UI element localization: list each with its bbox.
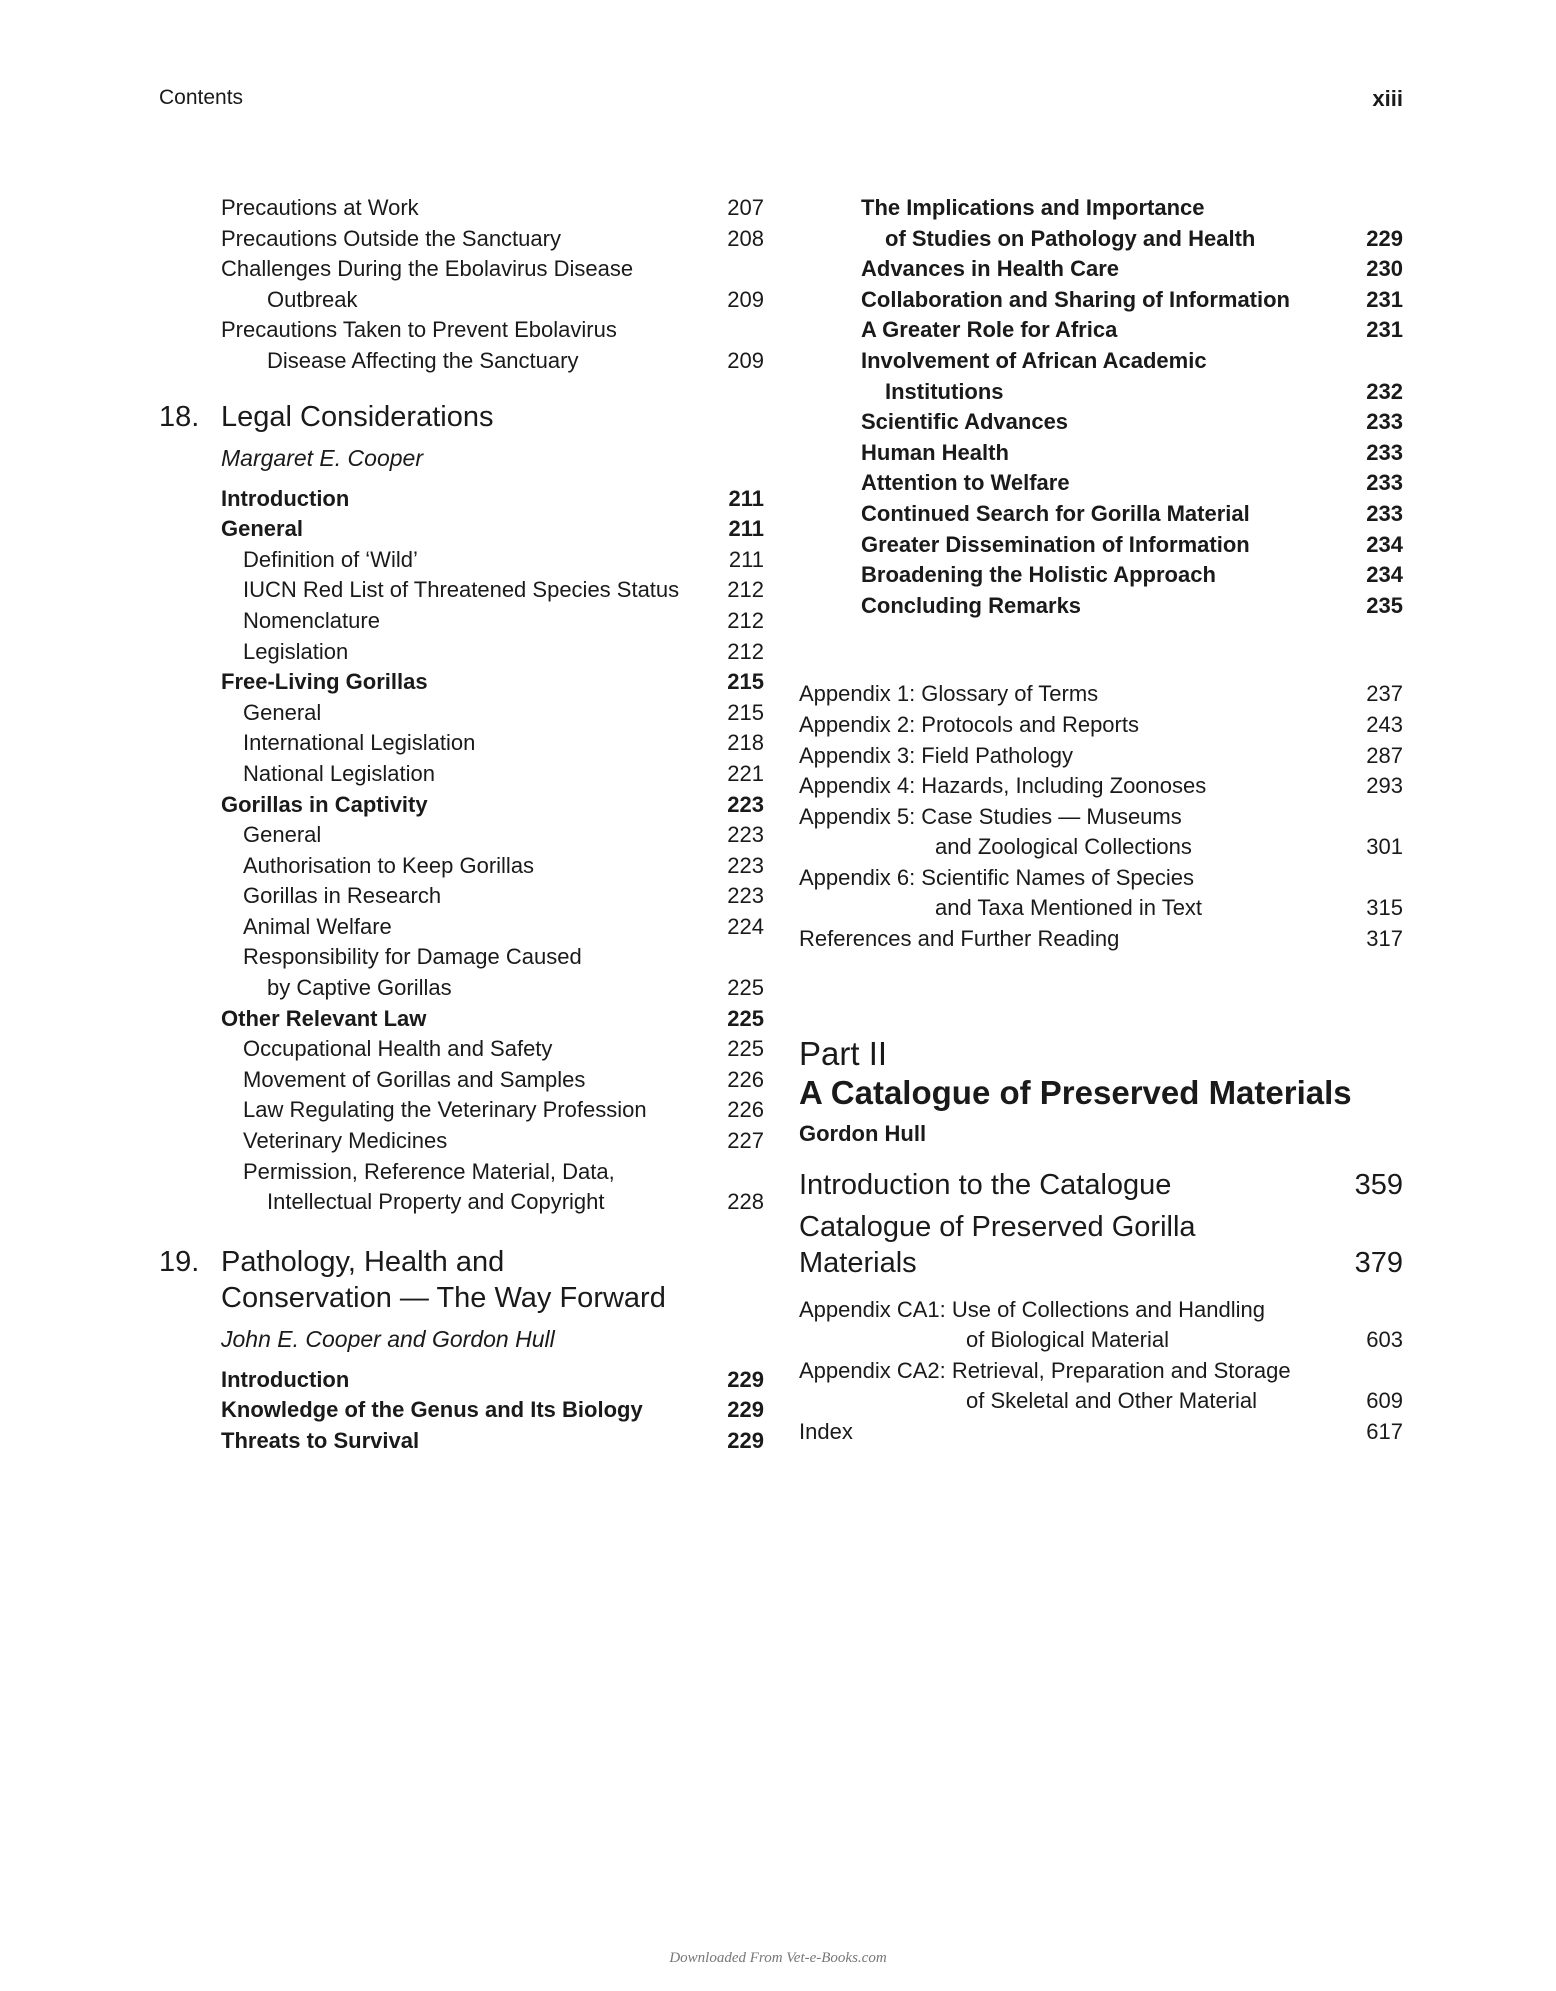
toc-entry <box>799 1356 1403 1387</box>
chapter-number: 18. <box>159 400 200 433</box>
chapter-number: 19. <box>159 1245 200 1278</box>
toc-entry <box>159 1395 764 1426</box>
toc-entry <box>799 254 1403 285</box>
entry-page: 212 <box>727 607 764 633</box>
entry-title: Precautions at Work <box>221 195 419 220</box>
entry-title: Advances in Health Care <box>861 256 1119 282</box>
entry-page: 225 <box>727 1036 764 1062</box>
entry-page: 234 <box>1366 531 1403 557</box>
entry-title: Law Regulating the Veterinary Profession <box>243 1097 647 1123</box>
toc-entry <box>799 193 1403 224</box>
catalogue-intro-entry <box>799 1167 1403 1203</box>
entry-title: Definition of ‘Wild’ <box>243 546 418 572</box>
entry-title: Nomenclature <box>243 607 380 633</box>
catalogue-entry <box>799 1209 1403 1281</box>
toc-entry <box>799 285 1403 316</box>
entry-page: 221 <box>727 760 764 786</box>
toc-entry <box>159 667 764 698</box>
entry-page: 207 <box>727 195 764 220</box>
entry-title: Institutions <box>885 378 1004 404</box>
entry-page: 212 <box>727 577 764 603</box>
entry-page: 231 <box>1366 317 1403 343</box>
toc-right-column <box>799 193 1403 1448</box>
chapter-18-heading <box>159 399 764 435</box>
entry-page: 225 <box>727 975 764 1001</box>
toc-entry <box>159 606 764 637</box>
entry-title: and Zoological Collections <box>935 834 1192 860</box>
toc-entry <box>799 1417 1403 1448</box>
toc-entry <box>159 254 764 285</box>
toc-entry <box>799 530 1403 561</box>
toc-entry <box>159 637 764 668</box>
toc-entry <box>799 499 1403 530</box>
entry-title: IUCN Red List of Threatened Species Status <box>243 577 680 603</box>
entry-page: 230 <box>1366 256 1403 282</box>
entry-page: 359 <box>1354 1168 1403 1201</box>
chapter-title-line-2: Conservation — The Way Forward <box>221 1281 666 1314</box>
entry-title: Continued Search for Gorilla Material <box>861 500 1250 526</box>
entry-page: 226 <box>727 1097 764 1123</box>
entry-page: 234 <box>1366 562 1403 588</box>
entry-title: International Legislation <box>243 730 476 756</box>
toc-entry <box>159 1004 764 1035</box>
entry-title: by Captive Gorillas <box>267 975 452 1001</box>
toc-entry <box>159 728 764 759</box>
toc-entry <box>159 1365 764 1396</box>
entry-title: Occupational Health and Safety <box>243 1036 553 1062</box>
entry-page: 223 <box>727 883 764 909</box>
entry-title: Appendix 3: Field Pathology <box>799 742 1073 768</box>
toc-entry <box>799 741 1403 772</box>
entry-page: 233 <box>1366 470 1403 496</box>
chapter-19-entries <box>159 1365 764 1457</box>
toc-entry <box>799 560 1403 591</box>
entry-page: 208 <box>727 225 764 251</box>
entry-title: Collaboration and Sharing of Information <box>861 286 1290 312</box>
entry-title: Veterinary Medicines <box>243 1128 448 1154</box>
toc-entry <box>799 468 1403 499</box>
toc-entry <box>159 790 764 821</box>
entry-page: 215 <box>727 699 764 725</box>
entry-page: 233 <box>1366 409 1403 435</box>
entry-page: 228 <box>727 1189 764 1215</box>
entry-page: 237 <box>1366 681 1403 707</box>
toc-continued-entries <box>159 193 764 377</box>
entry-page: 609 <box>1366 1388 1403 1414</box>
entry-title: General <box>221 516 303 542</box>
running-head: Contents <box>159 86 244 109</box>
entry-page: 231 <box>1366 286 1403 312</box>
part-author: Gordon Hull <box>799 1120 927 1146</box>
entry-title: Threats to Survival <box>221 1428 420 1453</box>
entry-page: 233 <box>1366 500 1403 526</box>
entry-title: The Implications and Importance <box>861 195 1205 220</box>
entry-title: Introduction <box>221 485 350 511</box>
entry-title: and Taxa Mentioned in Text <box>935 895 1203 921</box>
entry-title: Precautions Taken to Prevent Ebolavirus <box>221 317 617 343</box>
entry-page: 211 <box>728 516 764 542</box>
entry-title: Broadening the Holistic Approach <box>861 562 1216 588</box>
entry-page: 317 <box>1366 926 1403 952</box>
entry-title: Movement of Gorillas and Samples <box>243 1066 586 1092</box>
chapter-title: Legal Considerations <box>221 400 494 433</box>
toc-entry <box>159 851 764 882</box>
toc-entry <box>159 545 764 576</box>
entry-page: 243 <box>1366 711 1403 737</box>
entry-title: A Greater Role for Africa <box>861 317 1118 343</box>
entry-title: Introduction to the Catalogue <box>799 1168 1172 1201</box>
toc-entry <box>159 575 764 606</box>
watermark-footer: Downloaded From Vet-e-Books.com <box>669 1950 887 1966</box>
entry-page: 235 <box>1366 592 1403 618</box>
toc-entry <box>159 1426 764 1457</box>
toc-entry <box>799 924 1403 955</box>
toc-left-column <box>159 193 764 1457</box>
entry-title: Free-Living Gorillas <box>221 669 428 695</box>
entry-title: Gorillas in Research <box>243 883 442 909</box>
entry-page: 229 <box>1366 225 1403 251</box>
entry-page: 218 <box>727 730 764 756</box>
chapter-19-continued-entries <box>799 193 1403 621</box>
toc-entry <box>799 771 1403 802</box>
entry-title: Scientific Advances <box>861 409 1069 435</box>
toc-entry <box>159 1034 764 1065</box>
entry-page: 223 <box>727 791 764 817</box>
entry-page: 223 <box>727 822 764 848</box>
entry-title: Disease Affecting the Sanctuary <box>267 347 579 373</box>
part-title: A Catalogue of Preserved Materials <box>799 1073 1352 1111</box>
entry-title: Involvement of African Academic <box>861 347 1207 373</box>
entry-page: 209 <box>727 286 764 312</box>
toc-entry <box>799 679 1403 710</box>
entry-title: Intellectual Property and Copyright <box>267 1189 605 1215</box>
entry-page: 227 <box>727 1128 764 1154</box>
entry-page: 232 <box>1366 378 1403 404</box>
toc-entry <box>159 759 764 790</box>
toc-entry <box>159 514 764 545</box>
entry-page: 212 <box>727 638 764 664</box>
entry-page: 315 <box>1366 895 1403 921</box>
entry-title-line-1: Catalogue of Preserved Gorilla <box>799 1210 1196 1243</box>
entry-page: 617 <box>1366 1419 1403 1445</box>
chapter-title-line-1: Pathology, Health and <box>221 1245 505 1278</box>
entry-title: General <box>243 822 322 848</box>
toc-entry <box>799 893 1403 924</box>
entry-page: 229 <box>727 1366 764 1392</box>
chapter-18-entries <box>159 484 764 1218</box>
entry-title: National Legislation <box>243 760 436 786</box>
entry-title: Introduction <box>221 1366 350 1392</box>
entry-title: Appendix 6: Scientific Names of Species <box>799 864 1194 890</box>
toc-entry <box>799 802 1403 833</box>
toc-entry <box>799 832 1403 863</box>
entry-title: Gorillas in Captivity <box>221 791 428 817</box>
entry-title: Legislation <box>243 638 349 664</box>
toc-entry <box>159 820 764 851</box>
entry-title: Knowledge of the Genus and Its Biology <box>221 1397 643 1423</box>
toc-entry <box>159 346 764 377</box>
toc-entry <box>799 591 1403 622</box>
toc-entry <box>159 1095 764 1126</box>
entry-page: 233 <box>1366 439 1403 465</box>
entry-page: 224 <box>727 913 764 939</box>
chapter-19-heading <box>159 1244 764 1316</box>
toc-entry <box>159 973 764 1004</box>
entry-page: 301 <box>1366 834 1403 860</box>
entry-page: 603 <box>1366 1327 1403 1353</box>
entry-page: 215 <box>727 669 764 695</box>
toc-entry <box>799 377 1403 408</box>
toc-entry <box>799 1295 1403 1326</box>
entry-title: of Studies on Pathology and Health <box>885 225 1256 251</box>
entry-page: 293 <box>1366 773 1403 799</box>
toc-entry <box>799 710 1403 741</box>
entry-title: Responsibility for Damage Caused <box>243 944 582 970</box>
toc-entry <box>159 698 764 729</box>
chapter-author: Margaret E. Cooper <box>221 444 423 471</box>
entry-title: Other Relevant Law <box>221 1005 427 1031</box>
toc-entry <box>159 193 764 224</box>
toc-entry <box>159 484 764 515</box>
toc-entry <box>799 1325 1403 1356</box>
entry-title: Appendix CA2: Retrieval, Preparation and Storage <box>799 1357 1291 1383</box>
page-number: xiii <box>1372 86 1403 111</box>
entry-page: 229 <box>727 1397 764 1423</box>
entry-page: 229 <box>727 1428 764 1453</box>
entry-page: 209 <box>727 347 764 373</box>
entry-title: Human Health <box>861 439 1009 465</box>
entry-title: of Skeletal and Other Material <box>966 1388 1258 1414</box>
entry-title: Appendix 1: Glossary of Terms <box>799 681 1099 707</box>
toc-entry <box>799 1386 1403 1417</box>
entry-title: Animal Welfare <box>243 913 392 939</box>
toc-entry <box>159 1065 764 1096</box>
toc-entry <box>159 881 764 912</box>
entry-title: Challenges During the Ebolavirus Disease <box>221 256 634 282</box>
entry-title: Attention to Welfare <box>861 470 1070 496</box>
entry-title: of Biological Material <box>966 1327 1169 1353</box>
entry-page: 287 <box>1366 742 1403 768</box>
entry-title: Greater Dissemination of Information <box>861 531 1250 557</box>
entry-page: 226 <box>727 1066 764 1092</box>
entry-title: Index <box>799 1419 853 1445</box>
toc-entry <box>799 863 1403 894</box>
catalogue-appendix-list <box>799 1295 1403 1448</box>
toc-entry <box>799 224 1403 255</box>
toc-entry <box>799 407 1403 438</box>
toc-entry <box>159 1157 764 1188</box>
toc-entry <box>159 285 764 316</box>
toc-entry <box>159 1187 764 1218</box>
entry-title: General <box>243 699 322 725</box>
toc-entry <box>799 346 1403 377</box>
toc-entry <box>159 315 764 346</box>
entry-title: Appendix 4: Hazards, Including Zoonoses <box>799 773 1207 799</box>
entry-page: 225 <box>727 1005 764 1031</box>
entry-page: 211 <box>728 485 764 511</box>
toc-entry <box>159 912 764 943</box>
toc-entry <box>799 438 1403 469</box>
appendix-list <box>799 679 1403 954</box>
entry-title: Concluding Remarks <box>861 592 1082 618</box>
entry-title: Appendix 5: Case Studies — Museums <box>799 803 1182 829</box>
toc-entry <box>159 942 764 973</box>
entry-title: Outbreak <box>267 286 358 312</box>
entry-page: 223 <box>727 852 764 878</box>
toc-entry <box>159 1126 764 1157</box>
entry-page: 379 <box>1354 1246 1403 1279</box>
entry-title: References and Further Reading <box>799 926 1120 952</box>
entry-title: Authorisation to Keep Gorillas <box>243 852 535 878</box>
toc-entry <box>159 224 764 255</box>
entry-page: 211 <box>728 546 764 572</box>
entry-title: Permission, Reference Material, Data, <box>243 1158 615 1184</box>
part-label: Part II <box>799 1034 888 1072</box>
entry-title: Precautions Outside the Sanctuary <box>221 225 561 251</box>
entry-title: Appendix 2: Protocols and Reports <box>799 711 1139 737</box>
chapter-author: John E. Cooper and Gordon Hull <box>221 1325 555 1352</box>
entry-title: Appendix CA1: Use of Collections and Handling <box>799 1296 1265 1322</box>
entry-title-line-2: Materials <box>799 1246 917 1279</box>
toc-entry <box>799 315 1403 346</box>
